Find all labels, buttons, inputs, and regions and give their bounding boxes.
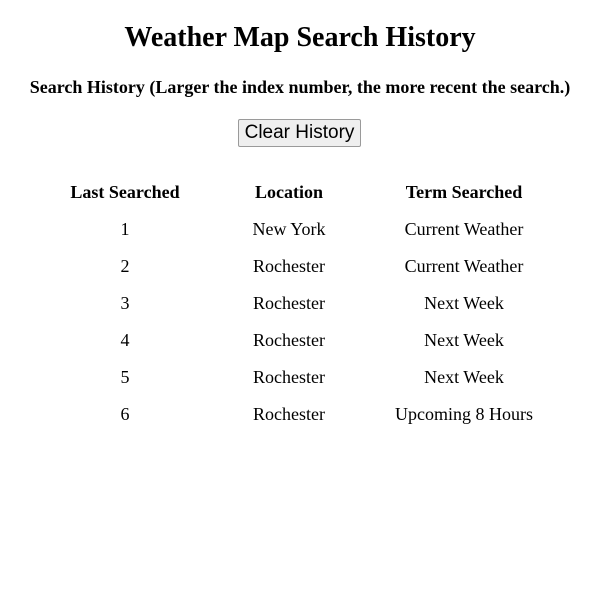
table-row — [0, 322, 600, 359]
table-row — [0, 359, 600, 396]
row-location: Rochester — [253, 367, 325, 387]
table-row — [0, 396, 600, 433]
row-term: Next Week — [424, 293, 504, 313]
row-index: 6 — [120, 404, 130, 424]
row-location: Rochester — [253, 256, 325, 276]
row-index: 4 — [120, 330, 130, 350]
search-history-subtitle: Search History (Larger the index number, the more recent the search.) — [29, 77, 571, 97]
clear-history-button[interactable]: Clear History — [238, 119, 361, 147]
row-location: New York — [252, 219, 326, 239]
header-last-searched: Last Searched — [70, 182, 180, 202]
page-title: Weather Map Search History — [124, 22, 476, 53]
row-index: 2 — [120, 256, 130, 276]
header-location: Location — [254, 182, 323, 202]
row-index: 3 — [120, 293, 130, 313]
row-term: Next Week — [424, 367, 504, 387]
row-term: Current Weather — [404, 256, 524, 276]
header-term-searched: Term Searched — [405, 182, 523, 202]
row-location: Rochester — [253, 330, 325, 350]
table-header-row — [0, 174, 600, 211]
table-row — [0, 211, 600, 248]
row-location: Rochester — [253, 404, 325, 424]
table-row — [0, 285, 600, 322]
row-term: Upcoming 8 Hours — [395, 404, 533, 424]
row-term: Next Week — [424, 330, 504, 350]
row-term: Current Weather — [404, 219, 524, 239]
row-location: Rochester — [253, 293, 325, 313]
table-row — [0, 248, 600, 285]
row-index: 1 — [120, 219, 130, 239]
search-history-table — [0, 174, 600, 433]
row-index: 5 — [120, 367, 130, 387]
